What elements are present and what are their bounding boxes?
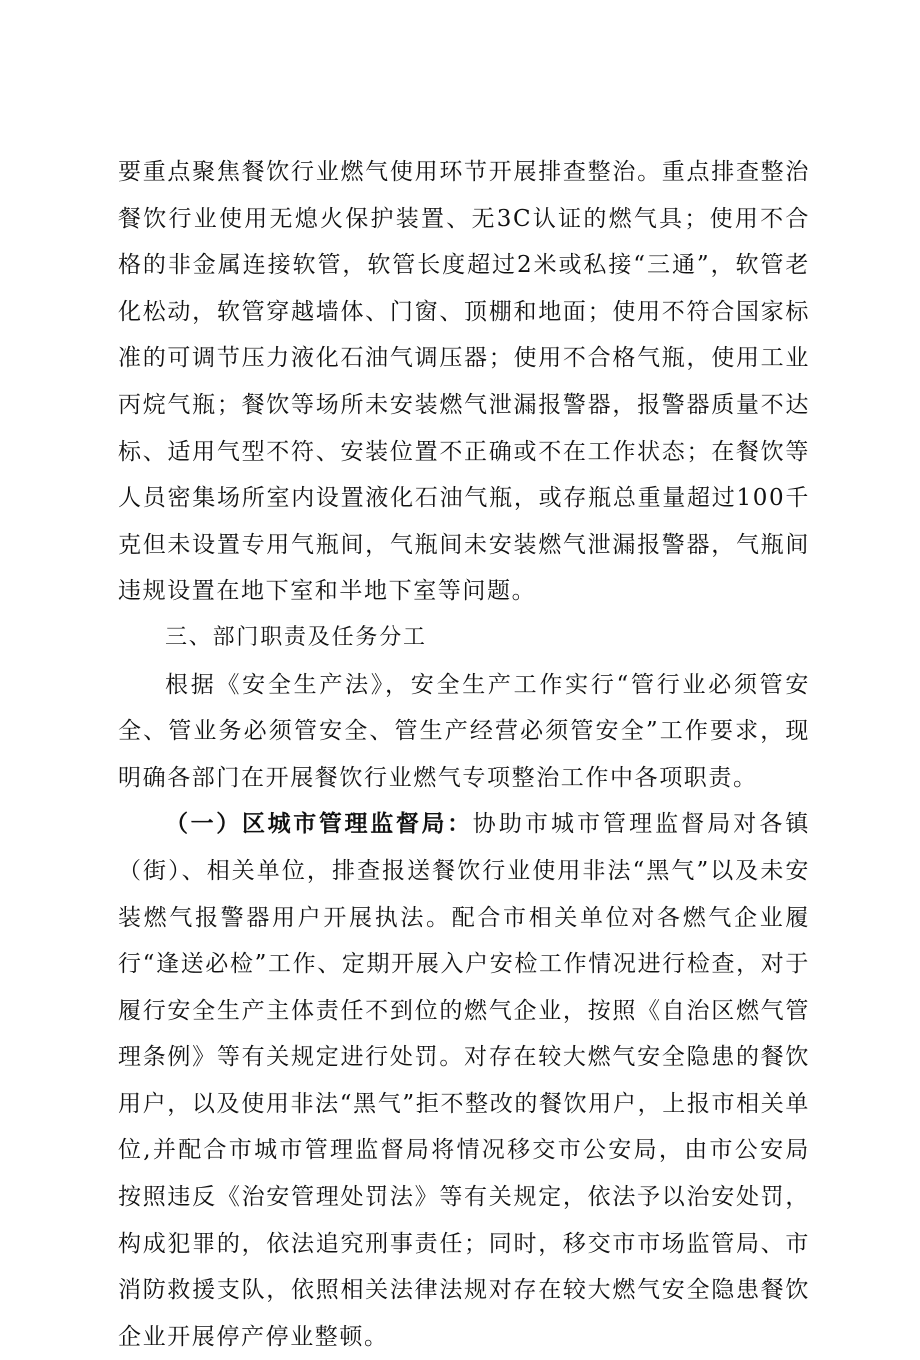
- document-body: [118, 149, 810, 1360]
- item-1-lead: （一）区城市管理监督局：: [165, 811, 473, 838]
- paragraph-responsibility-intro: 根据《安全生产法》，安全生产工作实行“管行业必须管安全、管业务必须管安全、管生产经营必须管安全”工作要求，现明确各部门在开展餐饮行业燃气专项整治工作中各项职责。: [118, 671, 810, 791]
- section-heading-responsibilities: 三、部门职责及任务分工: [165, 624, 427, 650]
- paragraph-hazard-checks: 要重点聚焦餐饮行业燃气使用环节开展排查整治。重点排查整治餐饮行业使用无熄火保护装置、无3C认证的燃气具；使用不合格的非金属连接软管，软管长度超过2米或私接“三通”，软管老化松动，软管穿越墙体、门窗、顶棚和地面；使用不符合国家标准的可调节压力液化石油气调压器；使用不合格气瓶，使用工业丙烷气瓶；餐饮等场所未安装燃气泄漏报警器，报警器质量不达标、适用气型不符、安装位置不正确或不在工作状态；在餐饮等人员密集场所室内设置液化石油气瓶，或存瓶总重量超过100千克但未设置专用气瓶间，气瓶间未安装燃气泄漏报警器，气瓶间违规设置在地下室和半地下室等问题。: [118, 159, 810, 605]
- paragraph-item-1: [118, 801, 810, 1360]
- item-1-body: 协助市城市管理监督局对各镇（街）、相关单位，排查报送餐饮行业使用非法“黑气”以及未安装燃气报警器用户开展执法。配合市相关单位对各燃气企业履行“逢送必检”工作、定期开展入户安检工作情况进行检查，对于履行安全生产主体责任不到位的燃气企业，按照《自治区燃气管理条例》等有关规定进行处罚。对存在较大燃气安全隐患的餐饮用户，以及使用非法“黑气”拒不整改的餐饮用户，上报市相关单位,并配合市城市管理监督局将情况移交市公安局，由市公安局按照违反《治安管理处罚法》等有关规定，依法予以治安处罚，构成犯罪的，依法追究刑事责任；同时，移交市市场监管局、市消防救援支队，依照相关法律法规对存在较大燃气安全隐患餐饮企业开展停产停业整顿。: [118, 811, 810, 1350]
